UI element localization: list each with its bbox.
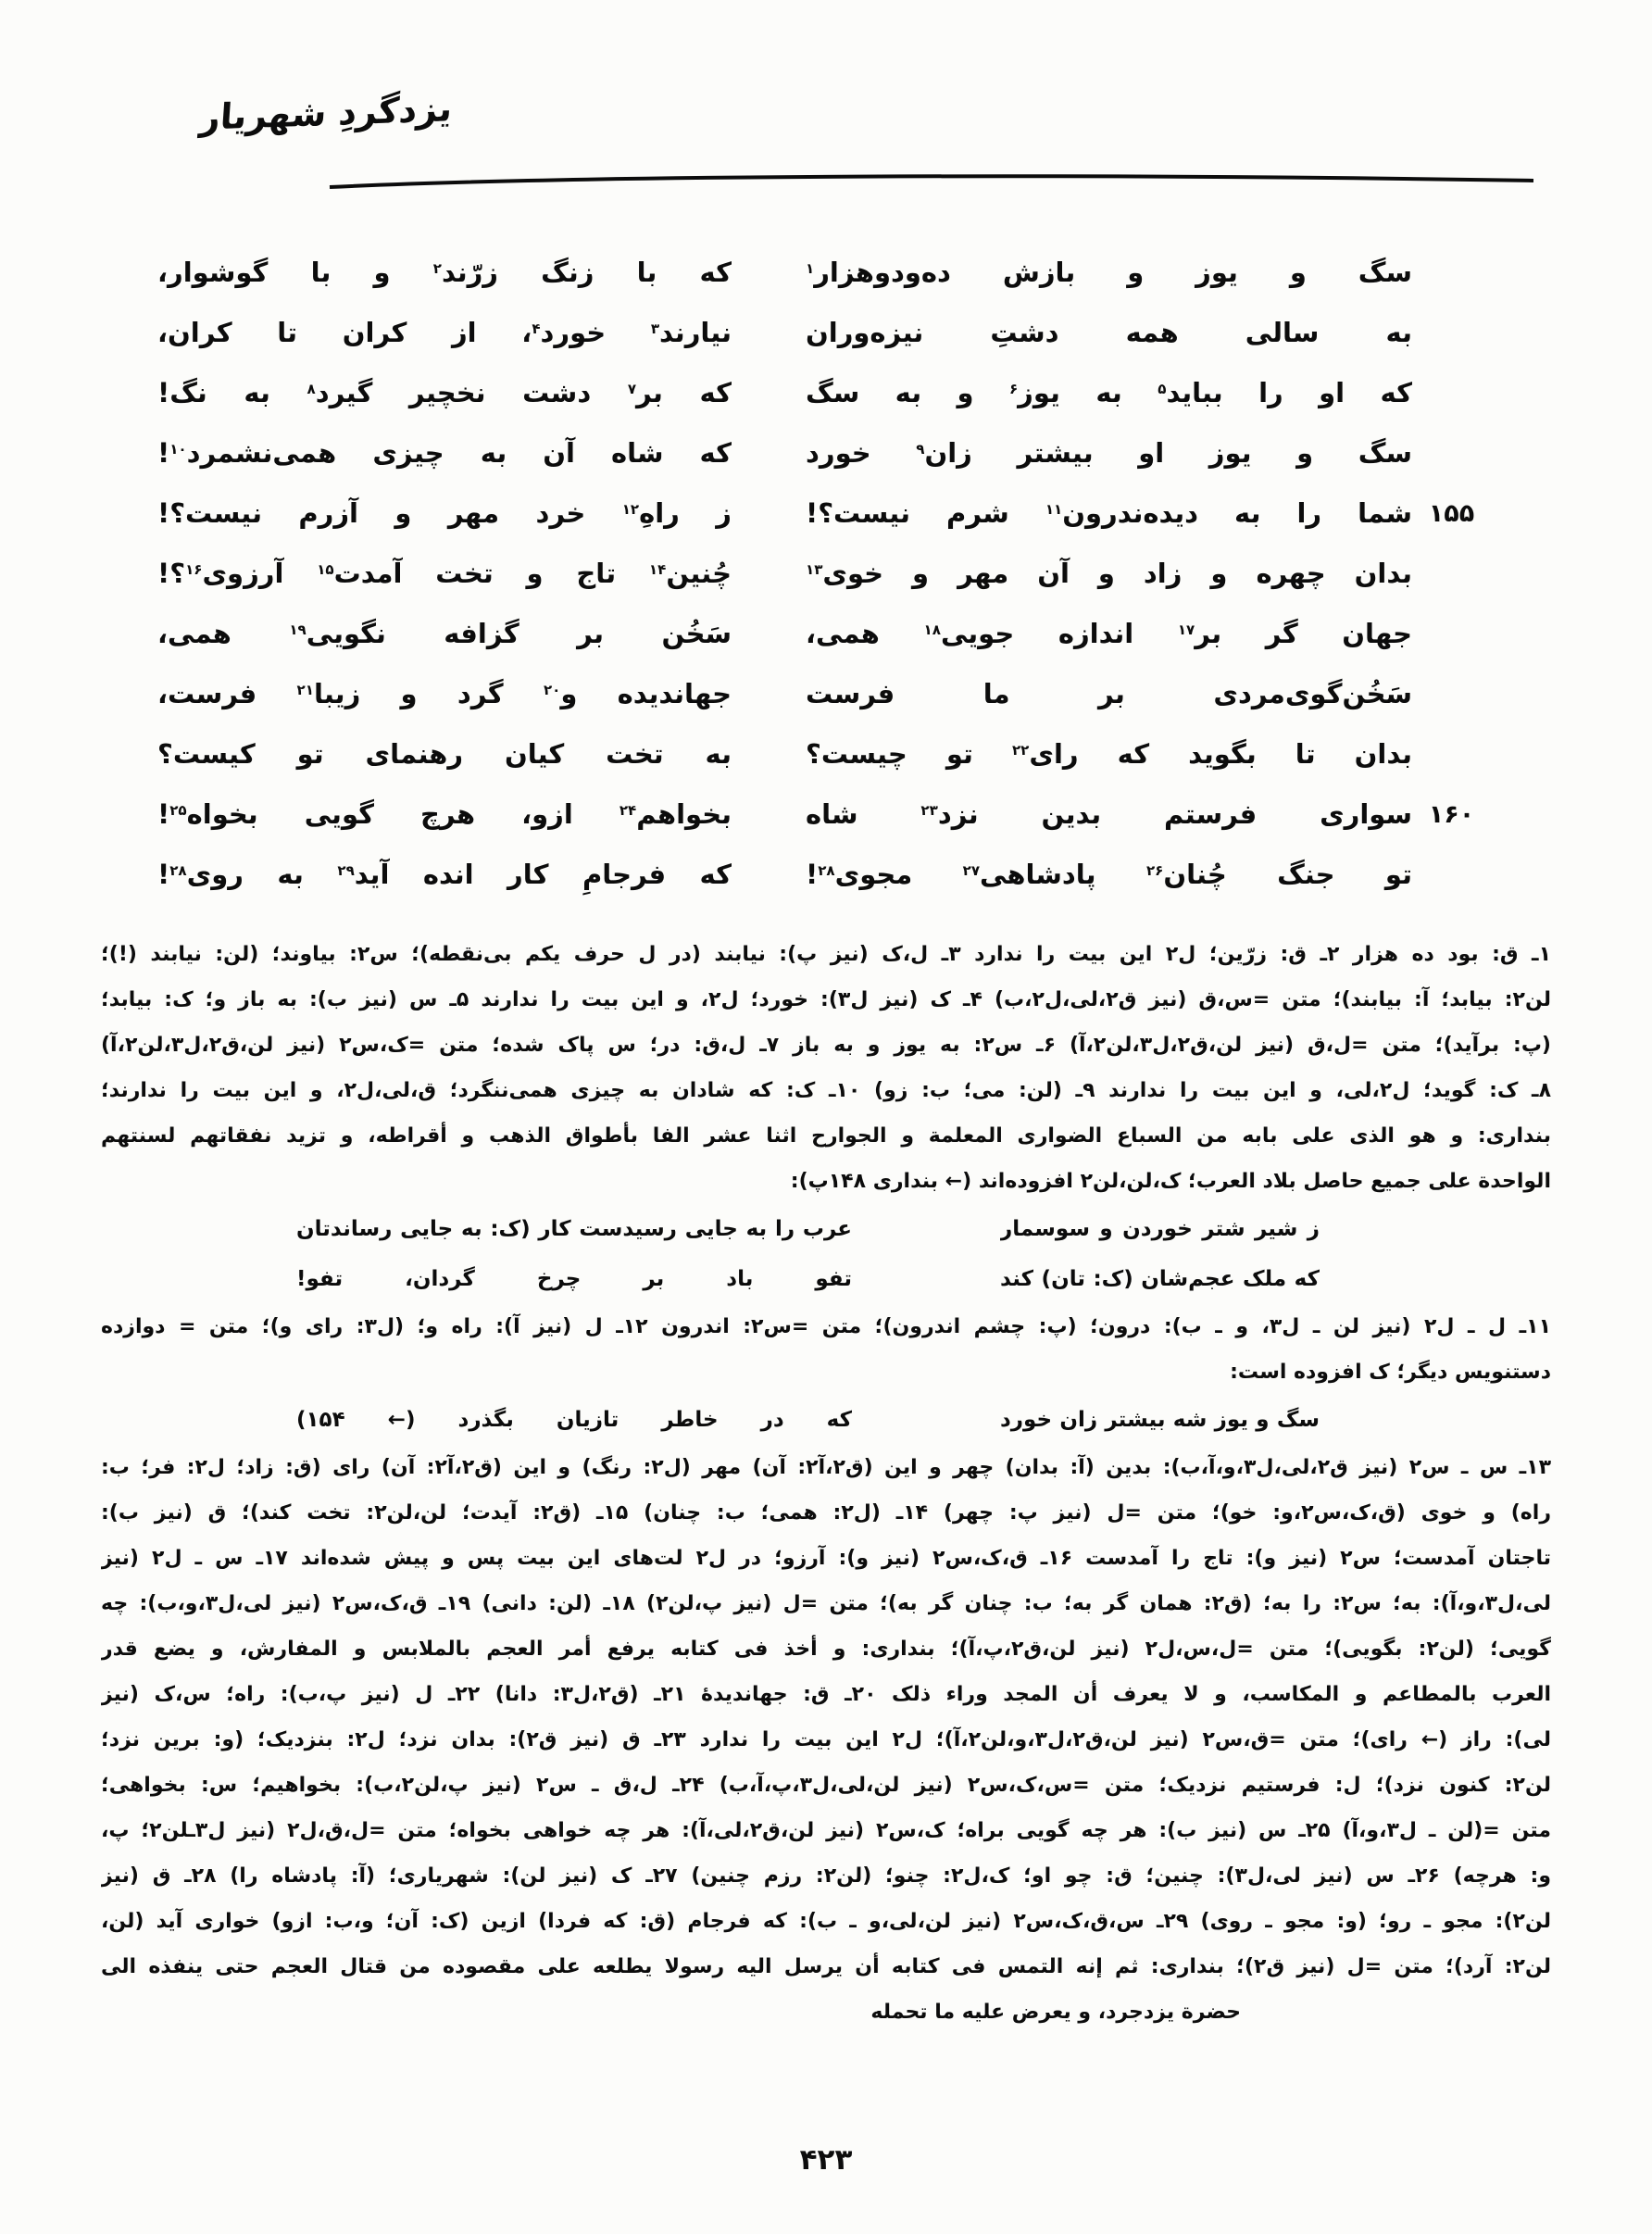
footnote-marker: ۳ xyxy=(650,320,660,337)
hemistich-right: بدان تا بگوید که رای$^{۲۲}$ تو چیست؟ xyxy=(806,738,1412,770)
verse-row xyxy=(157,363,1491,423)
hemistich-right: جهان گر بر$^{۱۷}$ اندازه جویی$^{۱۸}$ همی، xyxy=(806,618,1412,649)
hemistich-left: که شاه آن به چیزی همی‌نشمرد$^{۱۰}$! xyxy=(157,437,732,469)
couplet-gap xyxy=(852,1254,1000,1304)
apparatus-line: لی،ل۳،و،آ): به؛ س۲: را به؛ (ق۲: همان گر به؛ ب: چنان گر به)؛ متن =ل (نیز پ،لن۲) ۱۸ـ (لن: دانی) ۱۹ـ ق،ک،س۲ (نیز لی،ل۳،و،ب): چه xyxy=(101,1592,1551,1615)
apparatus-line: حضرة یزدجرد، و یعرض علیه ما تحمله xyxy=(870,2001,1241,2024)
page-number: ۴۲۳ xyxy=(799,2143,853,2177)
couplet-gap xyxy=(852,1395,1000,1445)
verse-number: ۱۵۵ xyxy=(1428,499,1475,528)
hemistich-right: به سالی همه دشتِ نیزه‌وران xyxy=(806,317,1412,348)
verse-number xyxy=(1412,724,1491,784)
verse-number xyxy=(1412,845,1491,905)
footnote-marker: ۱۳ xyxy=(806,560,823,578)
footnote-marker: ۲۸ xyxy=(818,861,835,879)
verse-number xyxy=(1412,243,1491,303)
header-rule xyxy=(326,170,1537,193)
footnote-marker: ۱۹ xyxy=(289,621,307,638)
verse-row xyxy=(157,303,1491,363)
footnote-marker: ۲ xyxy=(432,259,442,277)
hemistich-left: به تخت کیان رهنمای تو کیست؟ xyxy=(157,738,732,770)
footnote-marker: ۱۵ xyxy=(317,560,334,578)
verse-row xyxy=(157,544,1491,604)
header-title: یزدگردِ شهریار xyxy=(198,88,454,138)
apparatus-line: راه) و خوی (ق،ک،س۲،و: خو)؛ متن =ل (نیز پ: چهر) ۱۴ـ (ل۲: همی؛ ب: چنان) ۱۵ـ (ق۲: آیدت؛ لن،لن۲: تخت کند)؛ ق (نیز ب): xyxy=(101,1501,1551,1525)
apparatus-line: ۱۳ـ س ـ س۲ (نیز ق۲،لی،ل۳،و،آ،ب): بدین (آ: بدان) چهر و این (ق۲،آ۲: آن) مهر (ل۲: رنگ) و این (ق۲،آ۲: آن) رای (ق: زاد؛ ل۲: فر؛ ب: xyxy=(101,1456,1551,1479)
couplet-right: ز شیر شتر خوردن و سوسمار xyxy=(1000,1217,1320,1241)
apparatus-line: (پ: برآید)؛ متن =ل،ق (نیز لن،ق۲،ل۳،لن۲،آ) ۶ـ س۲: به یوز و به باز ۷ـ ل،ق: در؛ س پاک شده؛ متن =ک،س۲ (نیز لن،ق۲،ل۳،لن۲،آ) xyxy=(101,1034,1551,1057)
verse-row xyxy=(157,604,1491,664)
hemistich-left: که با زنگ زرّند$^۲$ و با گوشوار، xyxy=(157,257,732,288)
column-gap xyxy=(732,604,806,664)
footnote-marker: ۲۰ xyxy=(543,681,561,698)
column-gap xyxy=(732,363,806,423)
hemistich-right: که او را بباید$^۵$ به یوز$^۶$ و به سگ xyxy=(806,377,1412,408)
apparatus-line: الواحدة علی جمیع حاصل بلاد العرب؛ ک،لن،لن۲ افزوده‌اند (← بنداری ۱۴۸پ): xyxy=(790,1170,1551,1193)
hemistich-right: سَخُن‌گوی‌مردی بر ما فرست xyxy=(806,678,1412,709)
column-gap xyxy=(732,303,806,363)
couplet-right: سگ و یوز شه بیشتر زان خورد xyxy=(1000,1408,1320,1432)
hemistich-right: شما را به دیده‌ندرون$^{۱۱}$ شرم نیست؟! xyxy=(806,497,1412,529)
footnote-marker: ۴ xyxy=(532,320,541,337)
verse-row xyxy=(157,664,1491,724)
hemistich-left: که فرجامِ کار انده آید$^{۲۹}$ به روی$^{۲۸}$! xyxy=(157,859,732,890)
apparatus-line: لن۲): مجو ـ رو؛ (و: مجو ـ روی) ۲۹ـ س،ق،ک،س۲ (نیز لن،لی،و ـ ب): که فرجام (ق: که فردا) ازین (ک: آن؛ و،ب: ازو) خواری آید (لن، xyxy=(101,1910,1551,1933)
apparatus-couplet xyxy=(101,1204,1551,1254)
verse-row xyxy=(157,784,1491,845)
apparatus-line: لن۲: بیابد؛ آ: بیابند)؛ متن =س،ق (نیز ق۲،لی،ل۲،ب) ۴ـ ک (نیز ل۳): خورد؛ ل۲، و این بیت را ندارند ۵ـ س (نیز ب): به باز و؛ ک: بیابد؛ xyxy=(101,988,1551,1011)
apparatus-line: ۱۱ـ ل ـ ل۲ (نیز لن ـ ل۳، و ـ ب): درون؛ (پ: چشم اندرون)؛ متن =س۲: اندرون ۱۲ـ ل (نیز آ): راه و؛ (ل۳: رای و)؛ متن = دوازده xyxy=(101,1315,1551,1338)
column-gap xyxy=(732,664,806,724)
verse-number xyxy=(1412,363,1491,423)
poem xyxy=(157,243,1491,905)
verse-row xyxy=(157,483,1491,544)
footnote-marker: ۱۶ xyxy=(185,560,203,578)
footnote-marker: ۱۱ xyxy=(1045,500,1063,518)
footnote-marker: ۶ xyxy=(1008,380,1019,397)
footnote-marker: ۱۰ xyxy=(169,440,187,458)
footnote-marker: ۲۹ xyxy=(337,861,355,879)
verse-number xyxy=(1412,423,1491,483)
footnote-marker: ۲۵ xyxy=(169,801,187,819)
verse-row xyxy=(157,845,1491,905)
verse-number xyxy=(1412,664,1491,724)
apparatus-line: متن =(لن ـ ل۳،و،آ) ۲۵ـ س (نیز ب): هر چه گویی براه؛ ک،س۲ (نیز لن،ق۲،لی،آ): هر چه خواهی بخواه؛ متن =ل،ق،ل۲ (نیز ل۳ـلن۲؛ پ، xyxy=(101,1819,1551,1842)
verse-row xyxy=(157,423,1491,483)
footnote-marker: ۲۸ xyxy=(169,861,187,879)
hemistich-left: چُنین$^{۱۴}$ تاج و تخت آمدت$^{۱۵}$ آرزوی$^{۱۶}$؟! xyxy=(157,558,732,589)
footnote-marker: ۱۸ xyxy=(923,621,941,638)
apparatus-line: ۸ـ ک: گوید؛ ل۲،لی، و این بیت را ندارند ۹ـ (لن: می؛ ب: زو) ۱۰ـ ک: که شادان به چیزی همی‌ننگرد؛ ق،لی،ل۲، و این بیت را ندارند؛ xyxy=(101,1079,1551,1102)
footnote-marker: ۱۴ xyxy=(648,560,667,578)
footnote-marker: ۸ xyxy=(307,380,316,397)
footnote-marker: ۲۱ xyxy=(296,681,314,698)
hemistich-left: که بر$^۷$ دشت نخچیر گیرد$^۸$ به نگ! xyxy=(157,377,732,408)
apparatus xyxy=(101,932,1551,2035)
couplet-left: عرب را به جایی رسیدست کار (ک: به جایی رساندتان xyxy=(296,1217,852,1241)
apparatus-line: لن۲: آرد)؛ متن =ل (نیز ق۲)؛ بنداری: ثم إنه التمس فی کتابه أن یرسل الیه رسولا یطلعه علی مقصوده من قتال العجم حتی ینفذه الی xyxy=(101,1955,1551,1978)
hemistich-right: بدان چهره و زاد و آن مهر و خوی$^{۱۳}$ xyxy=(806,558,1412,589)
hemistich-left: نیارند$^۳$ خورد$^۴$، از کران تا کران، xyxy=(157,317,732,348)
apparatus-line: ۱ـ ق: بود ده هزار ۲ـ ق: زرّین؛ ل۲ این بیت را ندارد ۳ـ ل،ک (نیز پ): نیابند (در ل حرف یکم بی‌نقطه)؛ س۲: بیاوند؛ (لن: نیابند (!)؛ xyxy=(101,943,1551,966)
apparatus-line: لی): راز (← رای)؛ متن =ق،س۲ (نیز لن،ق۲،ل۳،و،لن۲،آ)؛ ل۲ این بیت را ندارد ۲۳ـ ق (نیز ق۲): بدان نزد؛ ل۲: بنزدیک؛ (و: برین نزد؛ xyxy=(101,1728,1551,1751)
footnote-marker: ۷ xyxy=(627,380,637,397)
footnote-marker: ۲۶ xyxy=(1145,861,1164,879)
column-gap xyxy=(732,243,806,303)
apparatus-couplet xyxy=(101,1395,1551,1445)
verse-number xyxy=(1412,303,1491,363)
verse-number xyxy=(1412,604,1491,664)
apparatus-line: العرب بالمطاعم و المکاسب، و لا یعرف أن المجد وراء ذلک ۲۰ـ ق: جهاندیدۀ ۲۱ـ (ق۲،ل۳: دانا) ۲۲ـ ل (نیز پ،ب): راه؛ س،ک (نیز xyxy=(101,1683,1551,1706)
hemistich-left: سَخُن بر گزافه نگویی$^{۱۹}$ همی، xyxy=(157,618,732,649)
apparatus-line: تاجتان آمدست؛ س۲ (نیز و): تاج را آمدست ۱۶ـ ق،ک،س۲ (نیز و): آرزو؛ در ل۲ لت‌های این بیت پس و پیش شده‌اند ۱۷ـ س ـ ل۲ (نیز xyxy=(101,1547,1551,1570)
couplet-right: که ملک عجم‌شان (ک: تان) کند xyxy=(1000,1267,1320,1291)
verse-number xyxy=(1412,544,1491,604)
footnote-marker: ۱۷ xyxy=(1177,621,1195,638)
footnote-marker: ۲۲ xyxy=(1011,741,1030,759)
verse-row xyxy=(157,243,1491,303)
footnote-marker: ۲۳ xyxy=(920,801,938,819)
hemistich-left: جهاندیده و$^{۲۰}$ گرد و زیبا$^{۲۱}$ فرست، xyxy=(157,678,732,709)
hemistich-right: تو جنگ چُنان$^{۲۶}$ پادشاهی$^{۲۷}$ مجوی$^{۲۸}$! xyxy=(806,859,1412,890)
apparatus-line: بنداری: و هو الذی علی بابه من السباع الضواری المعلمة و الجوارح اثنا عشر الفا بأطواق الذهب و أقراطه، و تزید نفقاتهم لسنتهم xyxy=(101,1124,1551,1148)
apparatus-line: و: هرچه) ۲۶ـ س (نیز لی،ل۳): چنین؛ ق: چو او؛ ک،ل۲: چنو؛ (لن۲: رزم چنین) ۲۷ـ ک (نیز لن): شهریاری؛ (آ: پادشاه را) ۲۸ـ ق (نیز xyxy=(101,1864,1551,1888)
column-gap xyxy=(732,483,806,544)
column-gap xyxy=(732,845,806,905)
footnote-marker: ۲۷ xyxy=(962,861,981,879)
verse-row xyxy=(157,724,1491,784)
footnote-marker: ۹ xyxy=(916,440,925,458)
footnote-marker: ۲۴ xyxy=(619,801,637,819)
column-gap xyxy=(732,784,806,845)
couplet-gap xyxy=(852,1204,1000,1254)
footnote-marker: ۱ xyxy=(806,259,815,277)
apparatus-couplet xyxy=(101,1254,1551,1304)
apparatus-line: دستنویس دیگر؛ ک افزوده است: xyxy=(1230,1361,1551,1384)
couplet-left: تفو باد بر چرخ گردان، تفو! xyxy=(296,1267,852,1291)
footnote-marker: ۱۲ xyxy=(621,500,640,518)
apparatus-line: لن۲: کنون نزد)؛ ل: فرستیم نزدیک؛ متن =س،ک،س۲ (نیز لن،لی،ل۳،پ،آ،ب) ۲۴ـ ل،ق ـ س۲ (نیز پ،لن۲،ب): بخواهیم؛ س: بخواهی؛ xyxy=(101,1774,1551,1797)
hemistich-left: ز راهِ$^{۱۲}$ خرد مهر و آزرم نیست؟! xyxy=(157,497,732,529)
apparatus-line: گویی؛ (لن۲: بگویی)؛ متن =ل،س،ل۲ (نیز لن،ق۲،پ،آ)؛ بنداری: و أخذ فی کتابه یرفع أمر العجم بالملابس و المفارش، و یضع قدر xyxy=(101,1638,1551,1661)
footnote-marker: ۵ xyxy=(1158,380,1167,397)
column-gap xyxy=(732,544,806,604)
column-gap xyxy=(732,724,806,784)
hemistich-right: سواری فرستم بدین نزد$^{۲۳}$ شاه xyxy=(806,798,1412,830)
couplet-left: که در خاطر تازیان بگذرد (← ۱۵۴) xyxy=(296,1408,852,1432)
column-gap xyxy=(732,423,806,483)
hemistich-right: سگ و یوز و بازش ده‌ودوهزار$^۱$ xyxy=(806,257,1412,288)
verse-number: ۱۶۰ xyxy=(1428,800,1475,829)
hemistich-left: بخواهم$^{۲۴}$ ازو، هرچ گویی بخواه$^{۲۵}$! xyxy=(157,798,732,830)
hemistich-right: سگ و یوز او بیشتر زان$^۹$ خورد xyxy=(806,437,1412,469)
